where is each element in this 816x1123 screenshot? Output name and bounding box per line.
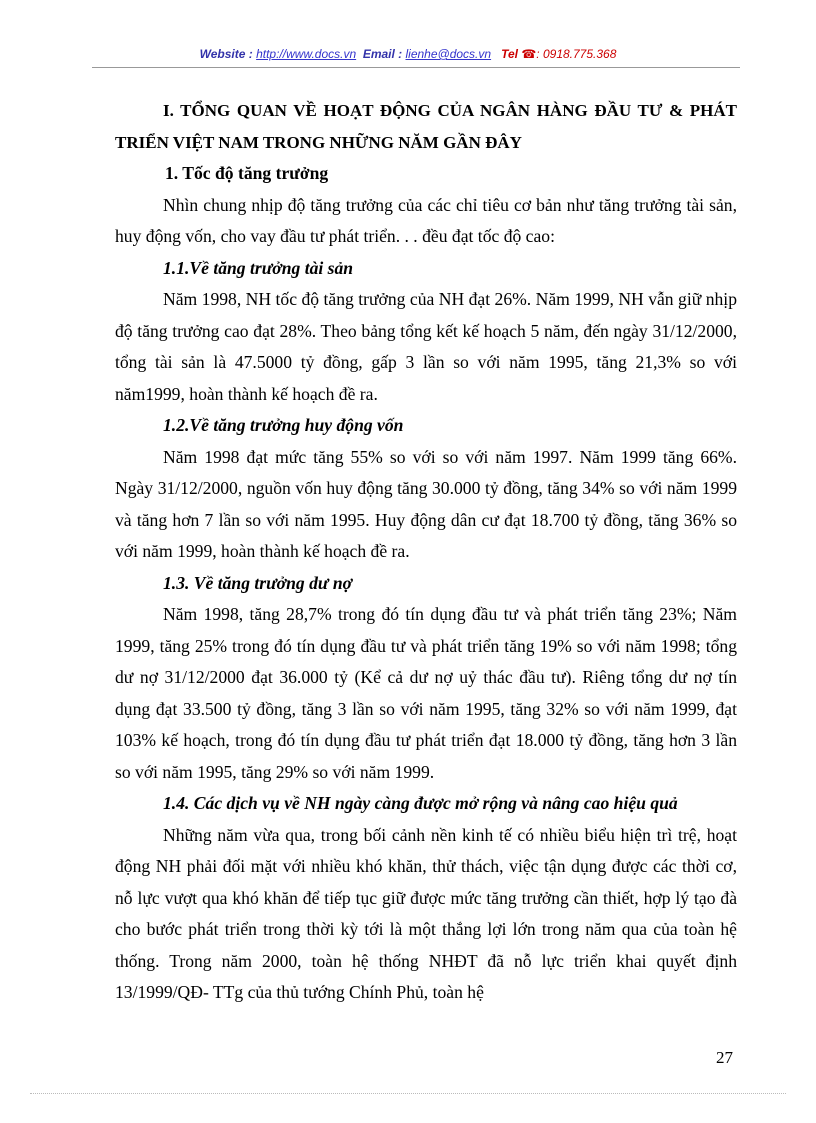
website-label: Website xyxy=(199,47,246,61)
subsection-heading: 1.4. Các dịch vụ về NH ngày càng được mở rộng và nâng cao hiệu quả xyxy=(163,793,678,813)
subsection-heading: 1.2.Về tăng trưởng huy động vốn xyxy=(163,415,404,435)
email-link[interactable]: lienhe@docs.vn xyxy=(405,47,492,61)
subsection-heading: 1.1.Về tăng trưởng tài sản xyxy=(163,257,354,278)
chapter-title: I. TỔNG QUAN VỀ HOẠT ĐỘNG CỦA NGÂN HÀNG ĐẦU TƯ & PHÁT TRIỂN VIỆT NAM TRONG NHỮNG NĂM GẦN ĐÂY xyxy=(115,101,737,152)
footer-rule xyxy=(30,1093,786,1094)
subsection-heading: 1.3. Về tăng trưởng dư nợ xyxy=(163,572,353,593)
header-rule xyxy=(92,67,740,68)
paragraph: Năm 1998 đạt mức tăng 55% so với so với năm 1997. Năm 1999 tăng 66%. Ngày 31/12/2000, nguồn vốn huy động tăng 30.000 tỷ đồng, tăng 34% so với năm 1999 và tăng hơn 7 lần so với năm 1995. Huy động dân cư đạt 18.700 tỷ đồng, tăng 36% so với năm 1999, hoàn thành kế hoạch đề ra. xyxy=(115,446,737,561)
document-body xyxy=(115,95,737,1009)
paragraph: Năm 1998, tăng 28,7% trong đó tín dụng đầu tư và phát triển tăng 23%; Năm 1999, tăng 25% trong đó tín dụng đầu tư và phát triển tăng 19% so với năm 1998; tổng dư nợ 31/12/2000 đạt 36.000 tỷ (Kể cả dư nợ uỷ thác đầu tư). Riêng tổng dư nợ tín dụng đạt 33.500 tỷ đồng, tăng 3 lần so với năm 1995, tăng 32% so với năm 1999, đạt 103% kế hoạch, trong đó tín dụng đầu tư phát triển đạt 18.000 tỷ đồng, tăng hơn 3 lần so với năm 1995, tăng 29% so với năm 1999. xyxy=(115,604,737,782)
paragraph: Những năm vừa qua, trong bối cảnh nền kinh tế có nhiều biểu hiện trì trệ, hoạt động NH phải đối mặt với nhiều khó khăn, thử thách, việc tận dụng được các thời cơ, nỗ lực vượt qua khó khăn để tiếp tục giữ được mức tăng trưởng cần thiết, hợp lý tạo đà cho bước phát triển trong thời kỳ tới là một thắng lợi lớn trong năm qua của toàn hệ thống. Trong năm 2000, toàn hệ thống NHĐT đã nỗ lực triển khai quyết định 13/1999/QĐ- TTg của thủ tướng Chính Phủ, toàn hệ xyxy=(115,824,737,1002)
intro-paragraph: Nhìn chung nhịp độ tăng trưởng của các chỉ tiêu cơ bản như tăng trưởng tài sản, huy động vốn, cho vay đầu tư phát triển. . . đều đạt tốc độ cao: xyxy=(115,194,737,246)
section-heading: 1. Tốc độ tăng trưởng xyxy=(165,163,329,183)
website-sep: : xyxy=(245,47,257,61)
email-label: Email xyxy=(362,47,395,61)
website-link[interactable]: http://www.docs.vn xyxy=(256,47,357,61)
tel-label: Tel xyxy=(501,47,518,61)
paragraph: Năm 1998, NH tốc độ tăng trưởng của NH đạt 26%. Năm 1999, NH vẫn giữ nhịp độ tăng trưởng cao đạt 28%. Theo bảng tổng kết kế hoạch 5 năm, đến ngày 31/12/2000, tổng tài sản là 47.5000 tỷ đồng, gấp 3 lần so với năm 1995, tăng 21,3% so với năm1999, hoàn thành kế hoạch đề ra. xyxy=(115,289,737,404)
page-header xyxy=(0,47,816,61)
phone-number: : 0918.775.368 xyxy=(536,47,617,61)
phone-icon: ☎ xyxy=(521,47,537,61)
page-number: 27 xyxy=(716,1048,733,1067)
email-sep: : xyxy=(394,47,406,61)
